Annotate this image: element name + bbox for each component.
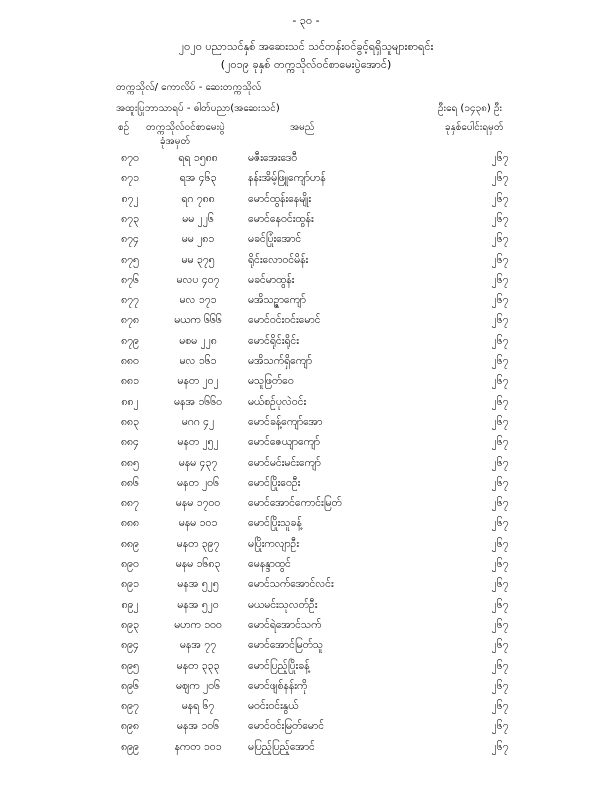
roll-number: မဟက ၁၀၀ xyxy=(174,618,222,631)
row-number: ၈၇၆ xyxy=(121,273,139,286)
student-name: မောင်သက်အောင်လင်း xyxy=(248,578,334,591)
score: ၂၆၇ xyxy=(491,639,509,652)
table-row xyxy=(0,457,612,477)
score: ၂၆၇ xyxy=(491,740,509,753)
student-name: မသူဖြတ်ဝေ xyxy=(248,375,294,388)
roll-number: ရရ ၁၅၈၈ xyxy=(178,152,218,164)
score: ၂၆၇ xyxy=(491,700,509,713)
table-row xyxy=(0,720,612,740)
roll-number: မနမ ၁၇၀၀ xyxy=(175,497,221,510)
student-name: မအိသက်ရှိကျော် xyxy=(248,355,313,367)
row-number: ၈၉၁ xyxy=(121,578,139,591)
table-row xyxy=(0,517,612,537)
header-no: စဉ် xyxy=(118,122,130,133)
table-row xyxy=(0,416,612,436)
row-number: ၈၈၀ xyxy=(121,355,139,367)
score: ၂၆၇ xyxy=(491,537,509,550)
roll-number: မနမ ၁၆၈၃ xyxy=(175,558,221,570)
roll-number: မနတ ၂၅၂ xyxy=(177,436,219,449)
row-number: ၈၇၈ xyxy=(121,314,139,327)
roll-number: မနတ ၃၉၇ xyxy=(176,537,220,550)
roll-number: ရအ ၄၆၃ xyxy=(179,172,217,185)
row-number: ၈၈၅ xyxy=(121,456,139,469)
table-row xyxy=(0,477,612,497)
table-row xyxy=(0,741,612,761)
score: ၂၆၇ xyxy=(491,375,509,388)
roll-number: မယက ၆၆၆ xyxy=(174,314,222,327)
row-number: ၈၇၅ xyxy=(121,253,139,266)
roll-number: မနရ ၆၇ xyxy=(181,700,215,713)
roll-number: မနတ ၃၃၃ xyxy=(176,659,220,672)
table-row xyxy=(0,274,612,294)
roll-number: မမ ၃၇၅ xyxy=(181,253,215,266)
row-number: ၈၇၂ xyxy=(121,192,139,205)
student-name: မောင်ထွန်းနေမျိုး xyxy=(248,192,312,205)
roll-number: မနမ ၁၀၁ xyxy=(178,517,218,530)
score: ၂၆၇ xyxy=(491,233,509,246)
score: ၂၆၇ xyxy=(491,172,509,185)
row-number: ၈၇၄ xyxy=(121,233,139,246)
score: ၂၆၇ xyxy=(491,517,509,530)
roll-number: မမ ၂၈၁ xyxy=(181,233,215,246)
row-number: ၈၇၃ xyxy=(121,212,139,225)
roll-number: မလပ ၄၀၇ xyxy=(176,273,220,286)
student-name: မခင်ပြုံးအောင် xyxy=(248,233,302,246)
page-number: - ၃၀ - xyxy=(292,14,320,27)
score: ၂၆၇ xyxy=(491,497,509,510)
roll-number: မနမ ၄၃၇ xyxy=(178,456,218,469)
student-name: မောင်ပြည့်ပြိုးခန့် xyxy=(248,659,310,672)
table-row xyxy=(0,213,612,233)
student-name: မယ်စဥ်ပုလဲဝင်း xyxy=(248,395,307,408)
student-name: မပြည့်ပြည့်အောင် xyxy=(248,740,315,753)
roll-number: ရဂ ၇၈၈ xyxy=(181,192,215,205)
score: ၂၆၇ xyxy=(491,273,509,286)
row-number: ၈၇၁ xyxy=(121,172,139,185)
student-name: ရိုင်းလောဝင်မိန်း xyxy=(248,253,309,266)
table-row xyxy=(0,619,612,639)
roll-number: မဂဂ ၄၂ xyxy=(181,415,215,428)
student-name: မဇီးအေးဒေဝီ xyxy=(248,152,298,164)
table-row xyxy=(0,599,612,619)
table-row xyxy=(0,436,612,456)
score: ၂၆၇ xyxy=(491,618,509,631)
document-subtitle: (၂၀၁၉ ခုနှစ် တက္ကသိုလ်ဝင်စာမေးပွဲအောင်) xyxy=(220,58,392,71)
roll-number: နကတ ၁၀၁ xyxy=(174,740,222,753)
roll-number: မဈက ၂၀၆ xyxy=(176,679,220,692)
table-row xyxy=(0,375,612,395)
student-name: မောင်ပြိုးဝေဦး xyxy=(248,476,301,489)
document-title: ၂၀၂၀ ပညာသင်နှစ် အဆေးသင် သင်တန်းဝင်ခွင့်ရရှိသူများစာရင်း xyxy=(178,40,434,53)
score: ၂၆၇ xyxy=(491,558,509,570)
score: ၂၆၇ xyxy=(491,355,509,367)
table-row xyxy=(0,294,612,314)
row-number: ၈၈၄ xyxy=(121,436,139,449)
score: ၂၆၇ xyxy=(491,578,509,591)
student-name: မောင်ဇေယျာကျော် xyxy=(248,436,320,449)
table-row xyxy=(0,578,612,598)
score: ၂၆၇ xyxy=(491,395,509,408)
roll-number: မနတ ၂၀၆ xyxy=(177,476,219,489)
header-name: အမည် xyxy=(290,122,315,133)
roll-number: မနတ ၂၀၂ xyxy=(177,375,219,388)
table-row xyxy=(0,660,612,680)
header-score: ခုနှစ်ပေါင်းရမှတ် xyxy=(445,122,504,133)
score: ၂၆၇ xyxy=(491,192,509,205)
row-number: ၈၉၅ xyxy=(121,659,139,672)
row-number: ၈၈၁ xyxy=(121,375,139,388)
student-name: မောင်အောင်မြတ်သူ xyxy=(248,639,324,652)
row-number: ၈၇၇ xyxy=(121,294,139,307)
roll-number: မနအ ၁၀၆ xyxy=(176,720,220,733)
row-number: ၈၉၃ xyxy=(121,618,139,631)
student-name: မောင်နေဝင်းထွန်း xyxy=(248,212,314,225)
score: ၂၆၇ xyxy=(491,720,509,733)
roll-number: မနအ ၅၂၅ xyxy=(177,578,219,591)
header-roll-sub: ခုံအမှတ် xyxy=(160,136,191,147)
row-number: ၈၉၇ xyxy=(121,700,139,713)
score: ၂၆၇ xyxy=(491,659,509,672)
student-name: မောင်အောင်ကောင်းမြတ် xyxy=(248,497,342,510)
score: ၂၆၇ xyxy=(491,314,509,327)
table-row xyxy=(0,335,612,355)
score: ၂၆၇ xyxy=(491,253,509,266)
student-name: မောင်ရိုင်းရိုင်း xyxy=(248,334,299,347)
row-number: ၈၈၈ xyxy=(121,517,139,530)
table-row xyxy=(0,538,612,558)
table-row xyxy=(0,396,612,416)
row-number: ၈၈၇ xyxy=(121,497,139,510)
student-name: မောင်ဝင်းဝင်းမောင် xyxy=(248,314,321,327)
score: ၂၆၇ xyxy=(491,294,509,307)
roll-number: မလ ၁၇၁ xyxy=(179,294,217,307)
table-row xyxy=(0,639,612,659)
row-number: ၈၈၂ xyxy=(121,395,139,408)
row-number: ၈၇၀ xyxy=(121,152,139,164)
score: ၂၆၇ xyxy=(491,679,509,692)
student-name: မောင်ရဲအောင်သက် xyxy=(248,618,322,631)
student-name: မအိသဉ္ဇာကျော် xyxy=(248,294,306,307)
row-number: ၈၇၉ xyxy=(121,334,139,347)
score: ၂၆၇ xyxy=(491,415,509,428)
roll-number: မလ ၁၆၁ xyxy=(179,355,217,367)
count-line: ဦးရေ (၁၄၃၈) ဦး xyxy=(438,103,503,114)
row-number: ၈၉၆ xyxy=(121,679,139,692)
table-row xyxy=(0,172,612,192)
row-number: ၈၉၈ xyxy=(121,720,139,733)
table-row xyxy=(0,314,612,334)
student-name: မောင်ခန့်ကျော်အော xyxy=(248,415,323,428)
table-row xyxy=(0,558,612,578)
row-number: ၈၉၄ xyxy=(121,639,139,652)
table-row xyxy=(0,700,612,720)
department-line: တက္ကသိုလ်/ ကောလိပ် - ဆေးတက္ကသိုလ် xyxy=(116,82,262,93)
table-row xyxy=(0,680,612,700)
score: ၂၆၇ xyxy=(491,598,509,611)
row-number: ၈၉၉ xyxy=(121,740,139,753)
student-name: မောင်ဖျစ်နန်းကို xyxy=(248,679,308,692)
roll-number: မနအ ၇၇ xyxy=(179,639,217,652)
student-name: မေနန္ဒာထွင် xyxy=(248,558,291,570)
score: ၂၆၇ xyxy=(491,436,509,449)
student-name: မောင်မင်းမင်းကျော် xyxy=(248,456,321,469)
score: ၂၆၇ xyxy=(491,456,509,469)
student-name: မပြိုးကလျာဦး xyxy=(248,537,300,550)
roll-number: မစမ ၂၂၈ xyxy=(179,334,217,347)
roll-number: မနအ ၁၆၆၀ xyxy=(173,395,223,408)
roll-number: မနအ ၅၂၀ xyxy=(177,598,219,611)
row-number: ၈၈၉ xyxy=(121,537,139,550)
header-roll: တက္ကသိုလ်ဝင်စာမေးပွဲ xyxy=(146,122,225,133)
table-row xyxy=(0,355,612,375)
table-row xyxy=(0,233,612,253)
score: ၂၆၇ xyxy=(491,334,509,347)
student-name: မခင်မာထွန်း xyxy=(248,273,295,286)
score: ၂၆၇ xyxy=(491,476,509,489)
student-name: မယမင်းသုလတ်ဦး xyxy=(248,598,318,611)
table-row xyxy=(0,497,612,517)
student-name: မောင်ဝင်းမြတ်မောင် xyxy=(248,720,325,733)
score: ၂၆၇ xyxy=(491,212,509,225)
subject-line: အထူးပြုဘာသာရပ် - ဓါတ်ပညာ(အဆေးသင်) xyxy=(116,103,280,114)
table-row xyxy=(0,254,612,274)
row-number: ၈၈၃ xyxy=(121,415,139,428)
student-name: မောင်ပြိုးသူခန့် xyxy=(248,517,302,530)
table-row xyxy=(0,193,612,213)
table-row xyxy=(0,152,612,172)
score: ၂၆၇ xyxy=(491,152,509,164)
student-name: မဝင်းဝင်းနွယ် xyxy=(248,700,299,713)
row-number: ၈၉၀ xyxy=(121,558,139,570)
row-number: ၈၈၆ xyxy=(121,476,139,489)
student-name: နန်းအိမ့်ဖြူကျော်ဟန် xyxy=(248,172,326,185)
row-number: ၈၉၂ xyxy=(121,598,139,611)
roll-number: မမ ၂၂၆ xyxy=(182,212,214,225)
